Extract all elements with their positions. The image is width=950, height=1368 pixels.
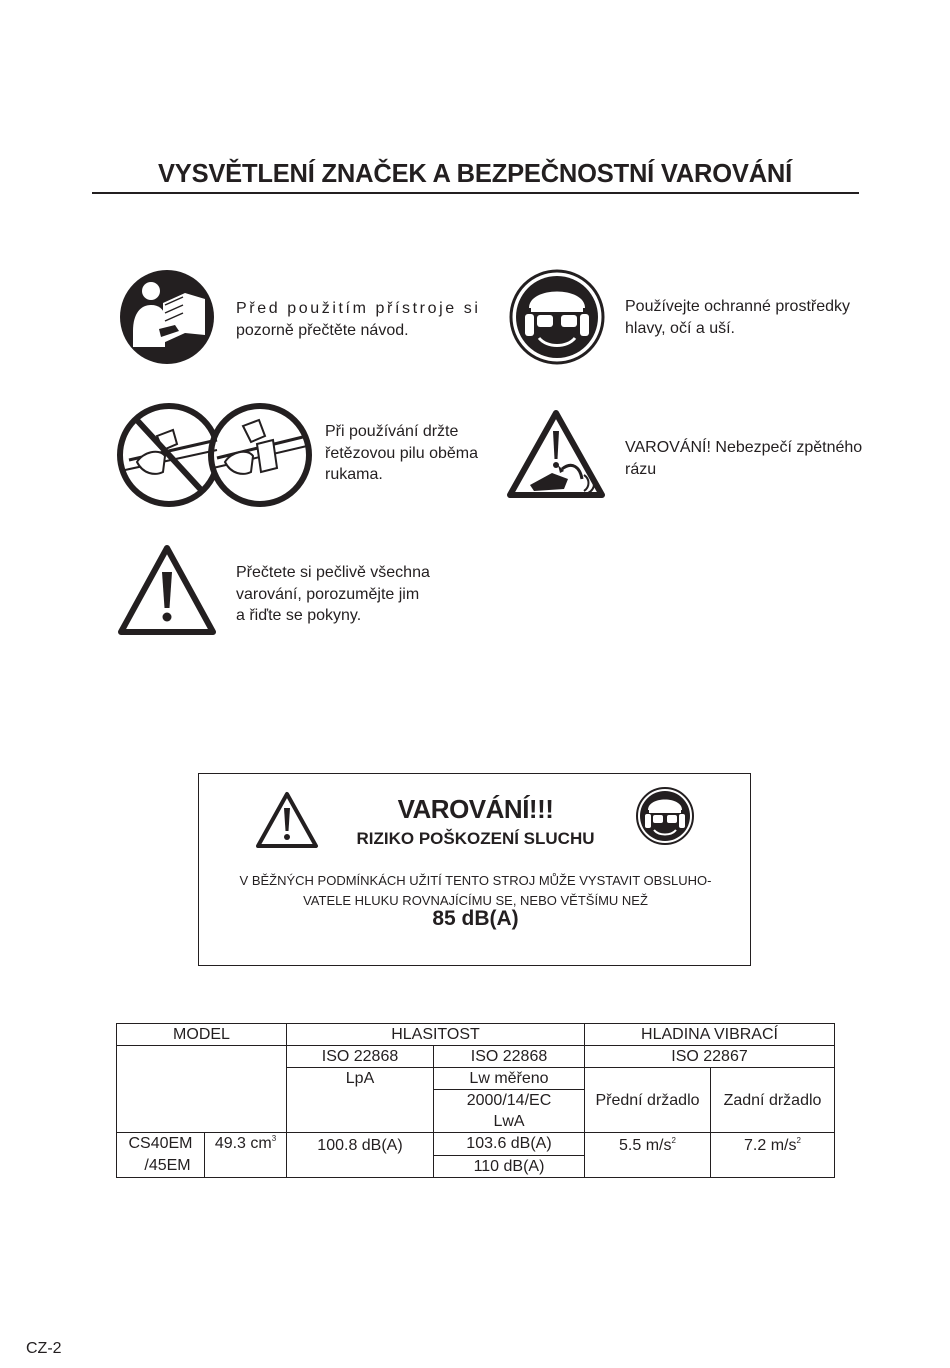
text-line: a řiďte se pokyny. (236, 607, 362, 624)
page-number: CZ-2 (26, 1340, 62, 1357)
warning-title: VAROVÁNÍ!!! (397, 794, 554, 824)
table-cell-empty (117, 1046, 287, 1133)
text-line: hlavy, očí a uší. (625, 319, 735, 337)
text-line: V BĚŽNÝCH PODMÍNKÁCH UŽITÍ TENTO STROJ MŮŽE VYSTAVIT OBSLUHO- (239, 873, 712, 888)
hearing-warning-box (198, 773, 751, 966)
header-model: MODEL (117, 1024, 287, 1046)
title-underline (92, 192, 859, 194)
directive-label: 2000/14/EC (434, 1090, 585, 1112)
specs-table (116, 1023, 835, 1178)
iso-lwa: ISO 22868 (434, 1046, 585, 1068)
front-handle-value (585, 1133, 711, 1178)
lw-measured-value: 103.6 dB(A) (434, 1133, 585, 1156)
page-title: VYSVĚTLENÍ ZNAČEK A BEZPEČNOSTNÍ VAROVÁNÍ (157, 160, 793, 188)
model-name (117, 1133, 205, 1178)
kickback-warning-icon (506, 409, 606, 499)
text-line: Přečtete si pečlivě všechna (236, 564, 430, 581)
model-line: /45EM (144, 1157, 191, 1174)
table-row (117, 1046, 835, 1068)
warning-body (199, 871, 752, 911)
read-manual-text (236, 298, 481, 341)
protection-text (625, 296, 850, 339)
general-warning-icon (117, 544, 217, 636)
text-line: Před použitím přístroje si (236, 300, 481, 317)
front-handle-label: Přední držadlo (585, 1068, 711, 1133)
lpa-label: LpA (287, 1068, 434, 1133)
header-vibration: HLADINA VIBRACÍ (585, 1024, 835, 1046)
displacement-value: 49.3 cm (214, 1135, 272, 1152)
text-line: varování, porozumějte jim (236, 585, 420, 603)
unit-superscript: 3 (271, 1134, 277, 1143)
lwa-label: LwA (434, 1111, 585, 1133)
read-manual-icon (119, 269, 215, 365)
header-noise: HLASITOST (287, 1024, 585, 1046)
text-line: Při používání držte (325, 423, 459, 440)
warning-subtitle: RIZIKO POŠKOZENÍ SLUCHU (356, 829, 595, 848)
lpa-value: 100.8 dB(A) (287, 1133, 434, 1178)
text-line: rázu (625, 460, 657, 478)
unit-superscript: 2 (796, 1136, 801, 1145)
two-hands-chainsaw-icon (117, 400, 313, 510)
text-line: Používejte ochranné prostředky (625, 298, 851, 315)
text-line: pozorně přečtěte návod. (236, 321, 409, 339)
read-warnings-text (236, 562, 430, 627)
rear-handle-value (711, 1133, 835, 1178)
model-line: CS40EM (128, 1135, 193, 1152)
iso-vibration: ISO 22867 (585, 1046, 835, 1068)
front-value: 5.5 m/s (619, 1137, 672, 1154)
text-line: rukama. (325, 466, 383, 483)
two-hands-text (325, 421, 478, 486)
kickback-text (625, 437, 862, 480)
text-line: řetězovou pilu oběma (325, 444, 478, 462)
table-row (117, 1133, 835, 1156)
unit-superscript: 2 (671, 1136, 676, 1145)
lwa-value: 110 dB(A) (434, 1155, 585, 1178)
iso-lpa: ISO 22868 (287, 1046, 434, 1068)
text-line: VATELE HLUKU ROVNAJÍCÍMU SE, NEBO VĚTŠÍMU NEŽ (303, 893, 648, 908)
table-row (117, 1024, 835, 1046)
rear-value: 7.2 m/s (744, 1137, 797, 1154)
text-line: VAROVÁNÍ! Nebezpečí zpětného (625, 439, 863, 456)
head-eye-ear-protection-icon (509, 268, 605, 366)
rear-handle-label: Zadní držadlo (711, 1068, 835, 1133)
lw-measured-label: Lw měřeno (434, 1068, 585, 1090)
displacement (205, 1133, 287, 1178)
noise-threshold-value: 85 dB(A) (432, 907, 519, 930)
